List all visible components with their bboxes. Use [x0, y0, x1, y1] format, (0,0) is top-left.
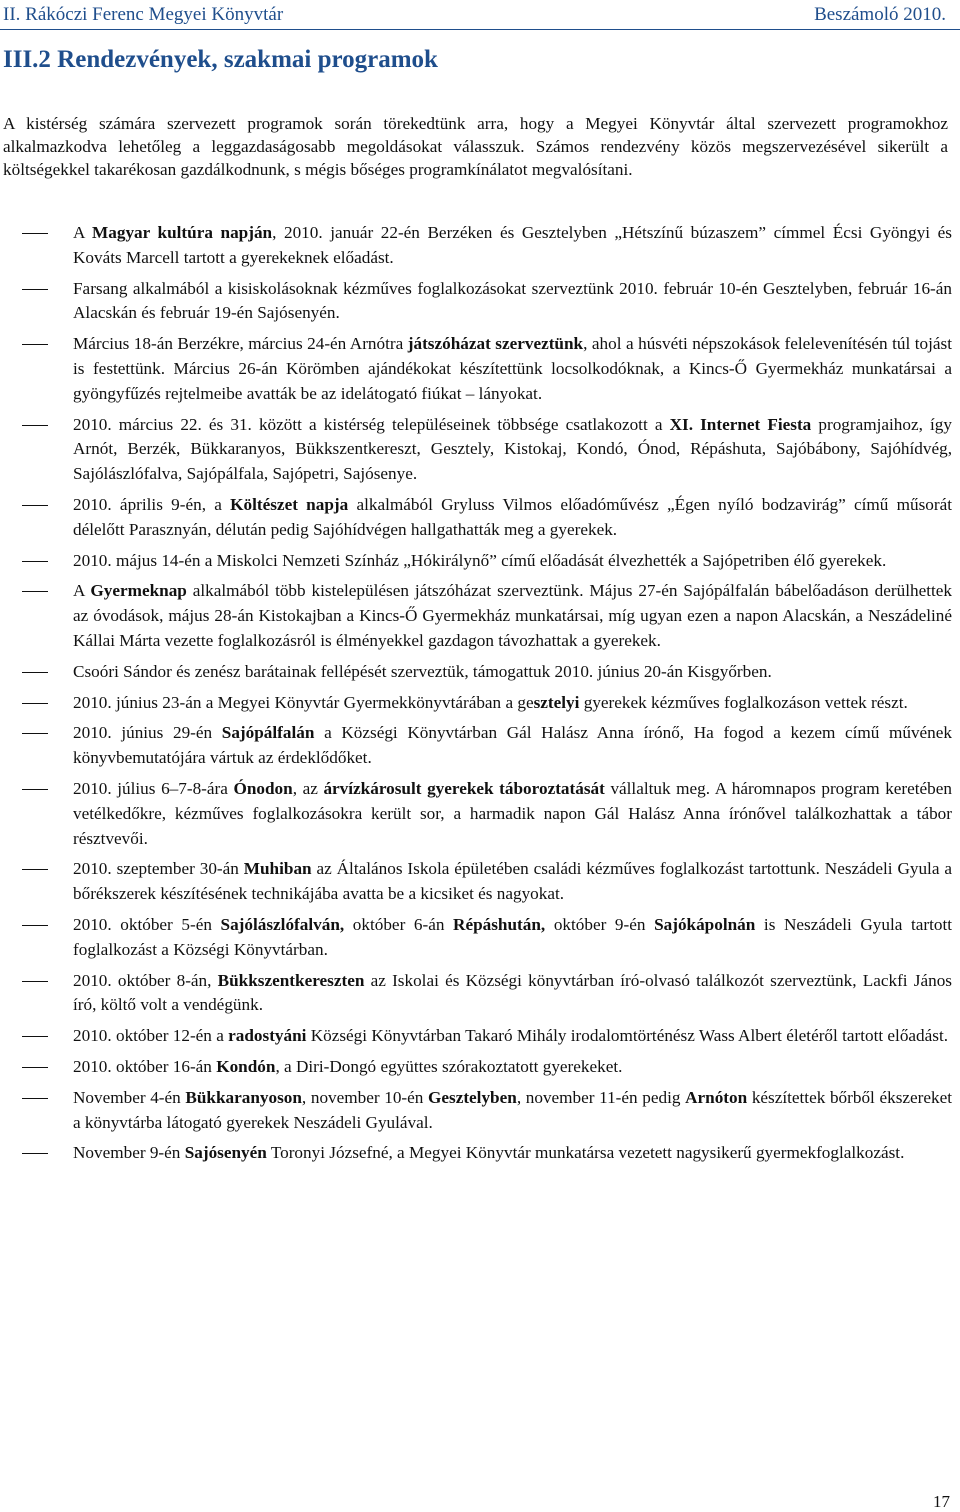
- dash-bullet-icon: [22, 1098, 48, 1099]
- list-item: [0, 579, 952, 653]
- list-item-text: [73, 1024, 952, 1049]
- dash-bullet-icon: [22, 1153, 48, 1154]
- text-segment: , november 10-én: [301, 1087, 429, 1107]
- text-segment: Községi Könyvtárban Takaró Mihály irodalomtörténész Wass Albert életéről tartott előadást.: [306, 1026, 949, 1046]
- emphasis-text: árvízkárosult gyerekek táboroztatását: [323, 778, 605, 798]
- text-segment: 2010. június 29-én: [73, 723, 222, 743]
- dash-bullet-icon: [22, 925, 48, 926]
- dash-bullet-icon: [22, 289, 48, 290]
- page-header: [0, 0, 960, 30]
- emphasis-text: Sajókápolnán: [654, 914, 756, 934]
- emphasis-text: Répáshután,: [453, 914, 546, 934]
- dash-bullet-icon: [22, 981, 48, 982]
- text-segment: október 6-án: [344, 914, 454, 934]
- list-item-text: [73, 221, 952, 271]
- list-item: [0, 493, 952, 543]
- emphasis-text: Kondón: [216, 1056, 276, 1076]
- list-item-text: [73, 969, 952, 1019]
- text-segment: A: [73, 581, 91, 601]
- list-item: [0, 721, 952, 771]
- text-segment: vállaltuk meg. A háromnapos program keretében vetélkedőkre, kézműves foglalkozásokra került sor, a harmadik napon Gál Halász Anna írónővel találkozhattak a tábor résztvevői.: [73, 778, 952, 848]
- emphasis-text: Arnóton: [685, 1087, 748, 1107]
- intro-paragraph: [3, 112, 948, 181]
- text-segment: Csoóri Sándor és zenész barátainak fellépését szerveztük, támogattuk 2010. június 20-án Kisgyőrben.: [73, 661, 772, 681]
- dash-bullet-icon: [22, 233, 48, 234]
- event-list: [0, 221, 952, 1172]
- emphasis-text: Sajólászlófalván,: [220, 914, 345, 934]
- text-segment: az Általános Iskola épületében családi kézműves foglalkozást tartottunk. Neszádeli Gyula a bőrékszerek készítésének technikájába avatta be a kicsiket és nagyokat.: [73, 859, 952, 904]
- emphasis-text: Gyermeknap: [90, 581, 187, 601]
- list-item: [0, 857, 952, 907]
- text-segment: 2010. június 23-án a Megyei Könyvtár Gyermekkönyvtárában a ge: [73, 692, 534, 712]
- emphasis-text: Sajópálfalán: [221, 723, 315, 743]
- dash-bullet-icon: [22, 591, 48, 592]
- dash-bullet-icon: [22, 1036, 48, 1037]
- list-item: [0, 221, 952, 271]
- list-item: [0, 660, 952, 685]
- text-segment: , 2010. január 22-én Berzéken és Gesztelyben „Hétszínű búzaszem” címmel Écsi Gyöngyi és Kováts Marcell tartott a gyerekeknek előadást.: [73, 223, 952, 267]
- list-item: [0, 1024, 952, 1049]
- text-segment: a Községi Könyvtárban Gál Halász Anna írónő, Ha fogod a kezem című művének könyvbemutatójára vártuk az érdeklődőket.: [73, 723, 952, 768]
- dash-bullet-icon: [22, 1067, 48, 1068]
- list-item-text: [73, 579, 952, 653]
- list-item: [0, 969, 952, 1019]
- text-segment: , november 11-én pedig: [516, 1087, 686, 1107]
- emphasis-text: Sajósenyén: [184, 1143, 267, 1163]
- list-item: [0, 777, 952, 851]
- text-segment: A: [73, 223, 93, 242]
- list-item-text: [73, 549, 952, 574]
- text-segment: 2010. október 12-én a: [73, 1026, 229, 1046]
- text-segment: Farsang alkalmából a kisiskolásoknak kézműves foglalkozásokat szerveztünk 2010. február 10-én Gesztelyben, február 16-án Alacskán és február 19-én Sajósenyén.: [73, 278, 952, 323]
- emphasis-text: sztelyi: [533, 692, 580, 712]
- list-item-text: [73, 721, 952, 771]
- list-item-text: [73, 913, 952, 963]
- header-library-name: II. Rákóczi Ferenc Megyei Könyvtár: [3, 4, 284, 25]
- text-segment: készítettek bőrből ékszereket a könyvtárba látogató gyerekek Neszádeli Gyulával.: [73, 1087, 952, 1132]
- dash-bullet-icon: [22, 425, 48, 426]
- text-segment: is Neszádeli Gyula tartott foglalkozást a Községi Könyvtárban.: [73, 914, 952, 959]
- list-item-text: [73, 1141, 952, 1166]
- emphasis-text: radostyáni: [228, 1026, 307, 1046]
- emphasis-text: Bükkaranyoson: [185, 1087, 302, 1107]
- list-item-text: [73, 857, 952, 907]
- emphasis-text: Költészet napja: [230, 494, 349, 514]
- dash-bullet-icon: [22, 561, 48, 562]
- text-segment: , a Diri-Dongó együttes szórakoztatott gyerekeket.: [275, 1056, 623, 1076]
- text-segment: , az: [292, 778, 324, 798]
- list-item-text: [73, 277, 952, 327]
- text-segment: gyerekek kézműves foglalkozáson vettek részt.: [579, 692, 908, 712]
- list-item: [0, 332, 952, 406]
- text-segment: 2010. szeptember 30-án: [73, 859, 244, 879]
- text-segment: Toronyi Józsefné, a Megyei Könyvtár munkatársa vezetett nagysikerű gyermekfoglalkozást.: [266, 1143, 905, 1163]
- text-segment: Március 18-án Berzékre, március 24-én Arnótra: [73, 334, 408, 354]
- text-segment: alkalmából Gryluss Vilmos előadóművész „Égen nyíló bodzavirág” című műsorát délelőtt Parasznyán, délután pedig Sajóhídvégen hallgathatták meg a gyerekek.: [73, 494, 953, 539]
- dash-bullet-icon: [22, 869, 48, 870]
- text-segment: október 9-én: [545, 914, 655, 934]
- text-segment: 2010. április 9-én, a: [73, 494, 231, 514]
- header-report-title: Beszámoló 2010.: [814, 4, 946, 25]
- dash-bullet-icon: [22, 505, 48, 506]
- emphasis-text: Ónodon: [233, 778, 293, 798]
- list-item: [0, 413, 952, 487]
- text-segment: az Iskolai és Községi könyvtárban író-olvasó találkozót szerveztünk, Lackfi János író, költő volt a vendégünk.: [73, 970, 952, 1015]
- dash-bullet-icon: [22, 344, 48, 345]
- list-item-text: [73, 1055, 952, 1080]
- list-item-text: [73, 413, 952, 487]
- dash-bullet-icon: [22, 733, 48, 734]
- text-segment: 2010. május 14-én a Miskolci Nemzeti Színház „Hókirálynő” című előadását élvezhették a Sajópetriben élő gyerekek.: [73, 550, 887, 570]
- dash-bullet-icon: [22, 789, 48, 790]
- text-segment: 2010. október 16-án: [73, 1056, 217, 1076]
- text-segment: programjaihoz, így Arnót, Berzék, Bükkaranyos, Bükkszentkereszt, Gesztely, Kistokaj, Kondó, Ónod, Répáshuta, Sajóbábony, Sajóhídvég, Sajólászlófalva, Sajópálfala, Sajópetri, Sajósenye.: [73, 414, 952, 484]
- text-segment: , ahol a húsvéti népszokások felelevenítésén túl tojást is festettünk. Március 26-án Körömben ajándékokat készítettünk locsolkodóknak, a Kincs-Ő Gyermekház munkatársai a gyöngyfűzés rejtelmeibe avatták be az idelátogató fiúkat – lányokat.: [73, 334, 952, 403]
- emphasis-text: Magyar kultúra napján: [92, 223, 273, 242]
- list-item-text: [73, 493, 952, 543]
- header-divider: [0, 29, 960, 30]
- text-segment: alkalmából több kistelepülésen játszóházat szerveztünk. Május 27-én Sajópálfalán bábelőadáson derülhettek az óvodások, május 28-án Kistokajban a Kincs-Ő Gyermekház munkatársai, míg ugyan ezen a napon Alacskán, a Neszádeliné Kállai Márta vezette foglalkozásról is élményekkel gazdagon távozhattak a gyerekek.: [73, 581, 952, 650]
- list-item: [0, 1086, 952, 1136]
- list-item: [0, 691, 952, 716]
- dash-bullet-icon: [22, 703, 48, 704]
- emphasis-text: Muhiban: [243, 859, 312, 879]
- section-title: III.2 Rendezvények, szakmai programok: [3, 46, 438, 73]
- list-item-text: [73, 1086, 952, 1136]
- list-item-text: [73, 691, 952, 716]
- text-segment: 2010. július 6–7-8-ára: [73, 778, 234, 798]
- emphasis-text: XI. Internet Fiesta: [669, 414, 812, 434]
- emphasis-text: játszóházat szerveztünk: [407, 334, 584, 354]
- list-item: [0, 1055, 952, 1080]
- list-item-text: [73, 777, 952, 851]
- list-item: [0, 277, 952, 327]
- intro-text: A kistérség számára szervezett programok során törekedtünk arra, hogy a Megyei Könyvtár által szervezett programokhoz alkalmazkodva lehetőleg a leggazdaságosabb megoldásokat válasszuk. Számos rendezvény közös megszervezésével sikerült a költségekkel takarékosan gazdálkodnunk, s mégis bőséges programkínálatot megvalósítani.: [3, 114, 948, 179]
- list-item-text: [73, 332, 952, 406]
- text-segment: 2010. március 22. és 31. között a kistérség településeinek többsége csatlakozott a: [73, 414, 670, 434]
- text-segment: November 9-én: [73, 1143, 185, 1163]
- list-item-text: [73, 660, 952, 685]
- list-item: [0, 913, 952, 963]
- list-item: [0, 549, 952, 574]
- text-segment: November 4-én: [73, 1087, 186, 1107]
- dash-bullet-icon: [22, 672, 48, 673]
- page-number: 17: [933, 1492, 950, 1511]
- list-item: [0, 1141, 952, 1166]
- emphasis-text: Bükkszentkereszten: [217, 970, 365, 990]
- emphasis-text: Gesztelyben: [428, 1087, 517, 1107]
- text-segment: 2010. október 8-án,: [73, 970, 218, 990]
- text-segment: 2010. október 5-én: [73, 914, 221, 934]
